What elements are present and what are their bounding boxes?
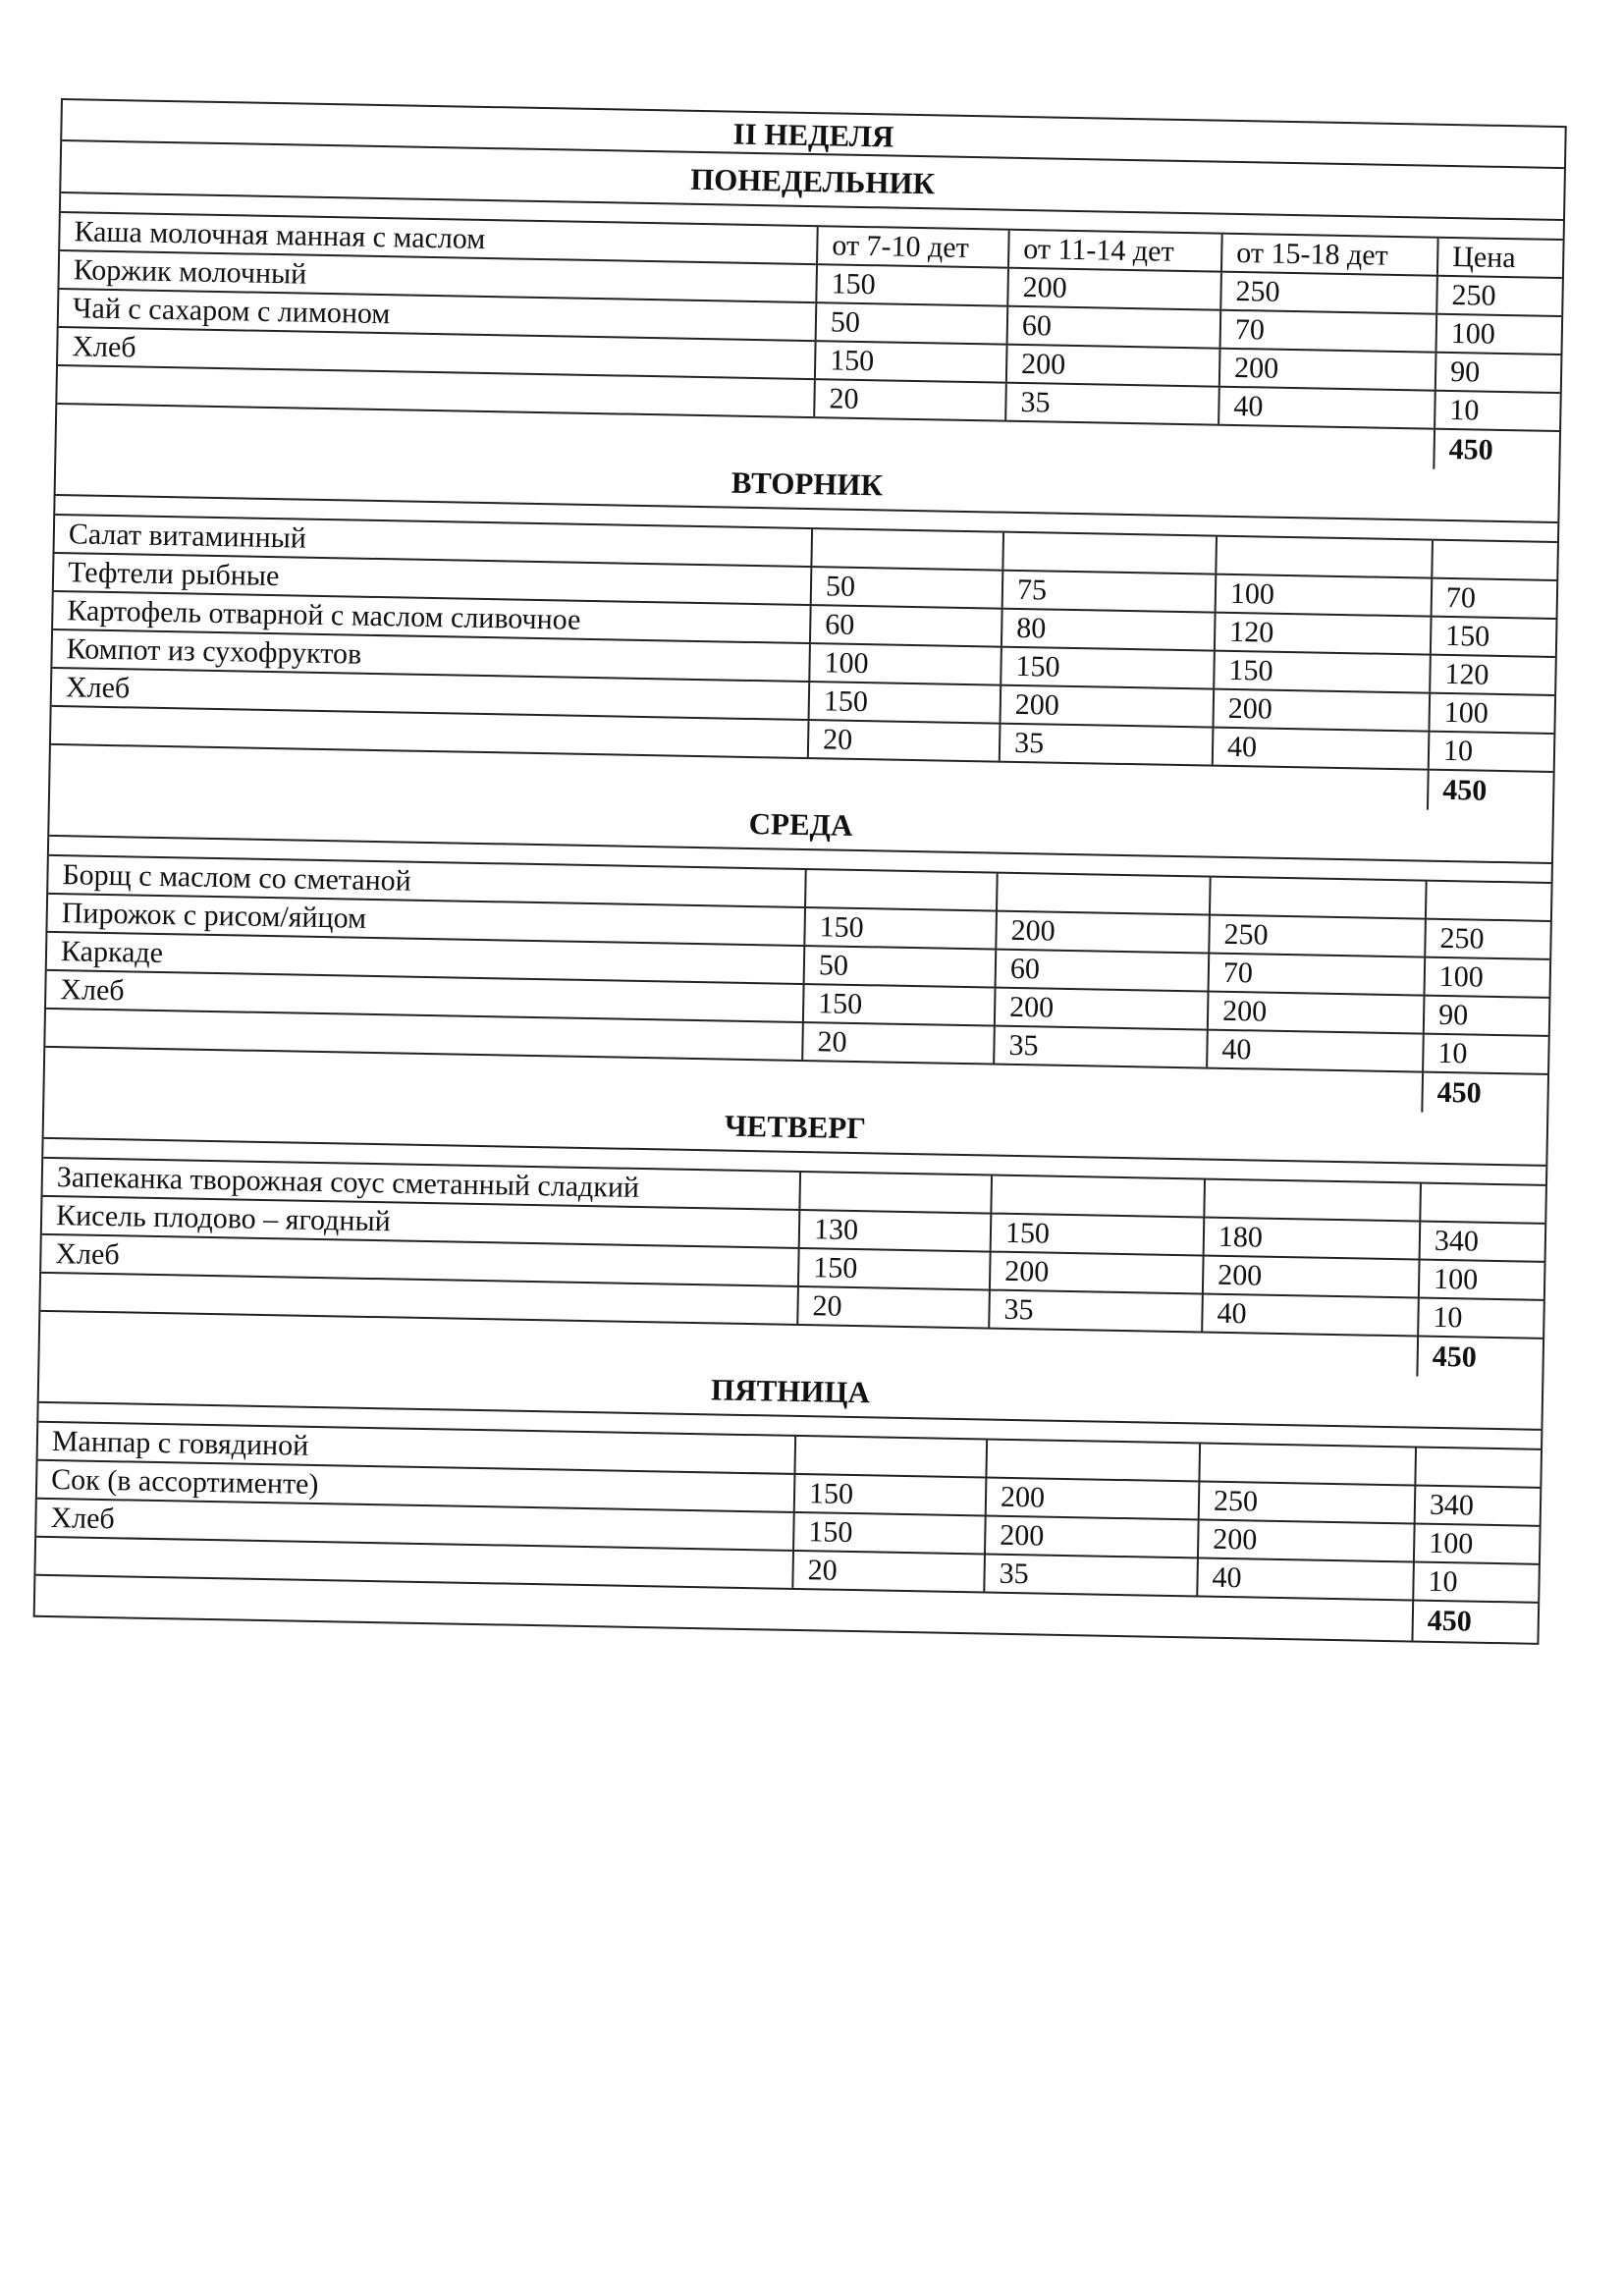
portion-cell: 100 <box>1418 1261 1544 1299</box>
portion-cell: 10 <box>1428 733 1554 771</box>
portion-cell: 10 <box>1422 1035 1548 1073</box>
day-title: ПОНЕДЕЛЬНИК <box>61 141 1564 221</box>
portion-cell: 200 <box>1197 1520 1414 1560</box>
portion-cell: 150 <box>814 342 1006 382</box>
portion-cell <box>990 1176 1204 1217</box>
total-price: 450 <box>1433 430 1559 471</box>
day-section-2 <box>50 444 1558 812</box>
portion-cell: 200 <box>1218 350 1435 390</box>
dish-name: Сок (в ассортименте) <box>50 1463 319 1502</box>
day-title: ПЯТНИЦА <box>39 1351 1543 1431</box>
portion-cell: 40 <box>1196 1558 1413 1599</box>
portion-cell: 60 <box>995 951 1209 991</box>
portion-cell: 90 <box>1423 997 1549 1035</box>
portion-cell <box>804 870 997 910</box>
portion-cell <box>1198 1444 1415 1484</box>
portion-cell: 60 <box>1006 307 1220 348</box>
portion-cell <box>1414 1449 1541 1487</box>
portion-cell: 10 <box>1434 392 1560 430</box>
portion-cell: 50 <box>815 303 1007 344</box>
dish-name: Каркаде <box>60 935 164 970</box>
dish-name: Каша молочная манная с маслом <box>74 215 486 255</box>
dish-name: Картофель отварной с маслом сливочное <box>67 594 581 636</box>
portion-cell: 10 <box>1412 1562 1539 1601</box>
portion-cell: 35 <box>999 725 1213 765</box>
dish-name: Компот из сухофруктов <box>66 632 362 671</box>
portion-cell: 150 <box>792 1513 985 1554</box>
portion-cell: 100 <box>1413 1524 1540 1562</box>
portion-cell: 100 <box>1424 958 1550 997</box>
portion-cell: 150 <box>797 1249 990 1289</box>
day-section-1 <box>57 141 1564 471</box>
portion-cell: 200 <box>1207 993 1424 1033</box>
portion-cell: 200 <box>994 989 1208 1029</box>
portion-cell: 150 <box>1430 618 1556 656</box>
day-title: ЧЕТВЕРГ <box>44 1087 1547 1167</box>
portion-cell: 100 <box>1215 575 1432 616</box>
dish-name: Борщ с маслом со сметаной <box>62 858 412 898</box>
portion-cell: 20 <box>807 721 1000 761</box>
week-title: II НЕДЕЛЯ <box>62 100 1565 169</box>
portion-cell: 150 <box>1000 648 1214 688</box>
portion-cell: 120 <box>1429 656 1555 694</box>
dish-name: Хлеб <box>65 671 131 705</box>
portion-cell: 35 <box>983 1555 1197 1595</box>
portion-cell: 250 <box>1219 273 1436 313</box>
portion-cell: 150 <box>808 683 1001 723</box>
portion-cell <box>810 529 1002 570</box>
dish-name: Хлеб <box>55 1237 120 1272</box>
portion-cell: 40 <box>1206 1031 1423 1071</box>
portion-cell <box>985 1440 1199 1480</box>
portion-cell: 100 <box>808 644 1001 684</box>
dish-name: Манпар с говядиной <box>51 1425 309 1462</box>
portion-cell: 150 <box>1213 652 1430 692</box>
portion-cell: 130 <box>798 1211 991 1251</box>
portion-cell: 150 <box>803 908 996 949</box>
portion-cell: 250 <box>1435 277 1562 315</box>
dish-name: Чай с сахаром с лимоном <box>72 292 391 331</box>
portion-cell <box>1425 882 1551 920</box>
dish-name: Хлеб <box>72 330 136 364</box>
dish-name: Хлеб <box>60 973 125 1008</box>
portion-cell: 200 <box>989 1253 1203 1293</box>
day-section-3 <box>45 785 1552 1115</box>
portion-cell <box>793 1437 986 1477</box>
portion-cell: 200 <box>1000 686 1214 727</box>
portion-cell: 20 <box>796 1287 989 1328</box>
portion-cell: 250 <box>1198 1482 1415 1522</box>
day-title: СРЕДА <box>49 785 1552 864</box>
portion-cell: 70 <box>1219 311 1436 352</box>
portion-cell: 20 <box>813 380 1005 420</box>
portion-cell: 250 <box>1424 920 1550 958</box>
portion-cell <box>996 874 1210 914</box>
portion-cell: 250 <box>1208 916 1425 957</box>
portion-cell: 340 <box>1414 1486 1541 1524</box>
portion-cell: 150 <box>802 985 995 1025</box>
portion-cell <box>1209 878 1426 918</box>
dish-name: Запеканка творожная соус сметанный сладкий <box>56 1161 640 1204</box>
portion-cell: 70 <box>1208 955 1425 995</box>
day-section-5 <box>35 1351 1543 1643</box>
portion-cell <box>798 1173 991 1213</box>
portion-cell: 200 <box>1202 1257 1419 1297</box>
portion-cell: 200 <box>1212 690 1429 731</box>
portion-cell <box>1431 541 1557 579</box>
portion-cell: 200 <box>995 912 1209 953</box>
portion-cell <box>1001 533 1216 574</box>
portion-cell <box>1419 1184 1545 1223</box>
total-price: 450 <box>1421 1073 1547 1115</box>
days-container <box>35 141 1564 1643</box>
portion-cell <box>1215 537 1432 577</box>
portion-cell: 35 <box>993 1027 1207 1067</box>
portion-cell: 100 <box>1435 315 1562 354</box>
dish-name: Кисель плодово – ягодный <box>55 1199 392 1238</box>
portion-cell: от 15-18 дет <box>1220 235 1437 275</box>
portion-cell: 10 <box>1417 1299 1543 1338</box>
day-section-4 <box>40 1087 1547 1379</box>
portion-cell: 150 <box>815 265 1007 305</box>
portion-cell: 150 <box>990 1215 1204 1255</box>
portion-cell: 90 <box>1435 354 1561 392</box>
portion-cell: 200 <box>1005 346 1219 386</box>
portion-cell: 50 <box>803 947 996 987</box>
dish-name: Тефтели рыбные <box>67 556 280 593</box>
portion-cell: 180 <box>1203 1219 1420 1259</box>
total-price: 450 <box>1427 771 1553 812</box>
menu-sheet <box>33 98 1567 1645</box>
portion-cell: 35 <box>1004 384 1218 424</box>
portion-cell: 100 <box>1428 694 1554 733</box>
total-price: 450 <box>1416 1338 1543 1379</box>
portion-cell: 40 <box>1212 729 1429 769</box>
portion-cell <box>1203 1180 1420 1221</box>
portion-cell: 75 <box>1001 572 1216 612</box>
portion-cell: 340 <box>1419 1223 1545 1261</box>
portion-cell: 70 <box>1431 579 1557 618</box>
dish-name: Салат витаминный <box>68 518 307 555</box>
portion-cell: 20 <box>801 1023 994 1064</box>
portion-cell: 50 <box>810 568 1002 608</box>
total-price: 450 <box>1411 1601 1538 1642</box>
portion-cell: Цена <box>1436 239 1563 277</box>
day-title: ВТОРНИК <box>56 444 1559 523</box>
portion-cell: 60 <box>809 606 1001 646</box>
portion-cell: 20 <box>791 1552 984 1592</box>
portion-cell: 40 <box>1218 388 1435 428</box>
portion-cell: 150 <box>793 1475 986 1515</box>
portion-cell: 80 <box>1001 610 1215 650</box>
portion-cell: 35 <box>988 1291 1202 1332</box>
dish-name: Пирожок с рисом/яйцом <box>61 897 367 935</box>
dish-name: Коржик молочный <box>73 253 307 291</box>
portion-cell: 200 <box>984 1516 1198 1557</box>
dish-name: Хлеб <box>50 1502 116 1536</box>
portion-cell: 200 <box>1006 269 1220 309</box>
portion-cell: от 11-14 дет <box>1007 231 1221 271</box>
portion-cell: 200 <box>985 1478 1199 1518</box>
portion-cell: 120 <box>1214 614 1431 654</box>
portion-cell: от 7-10 дет <box>816 227 1008 267</box>
portion-cell: 40 <box>1201 1294 1418 1335</box>
